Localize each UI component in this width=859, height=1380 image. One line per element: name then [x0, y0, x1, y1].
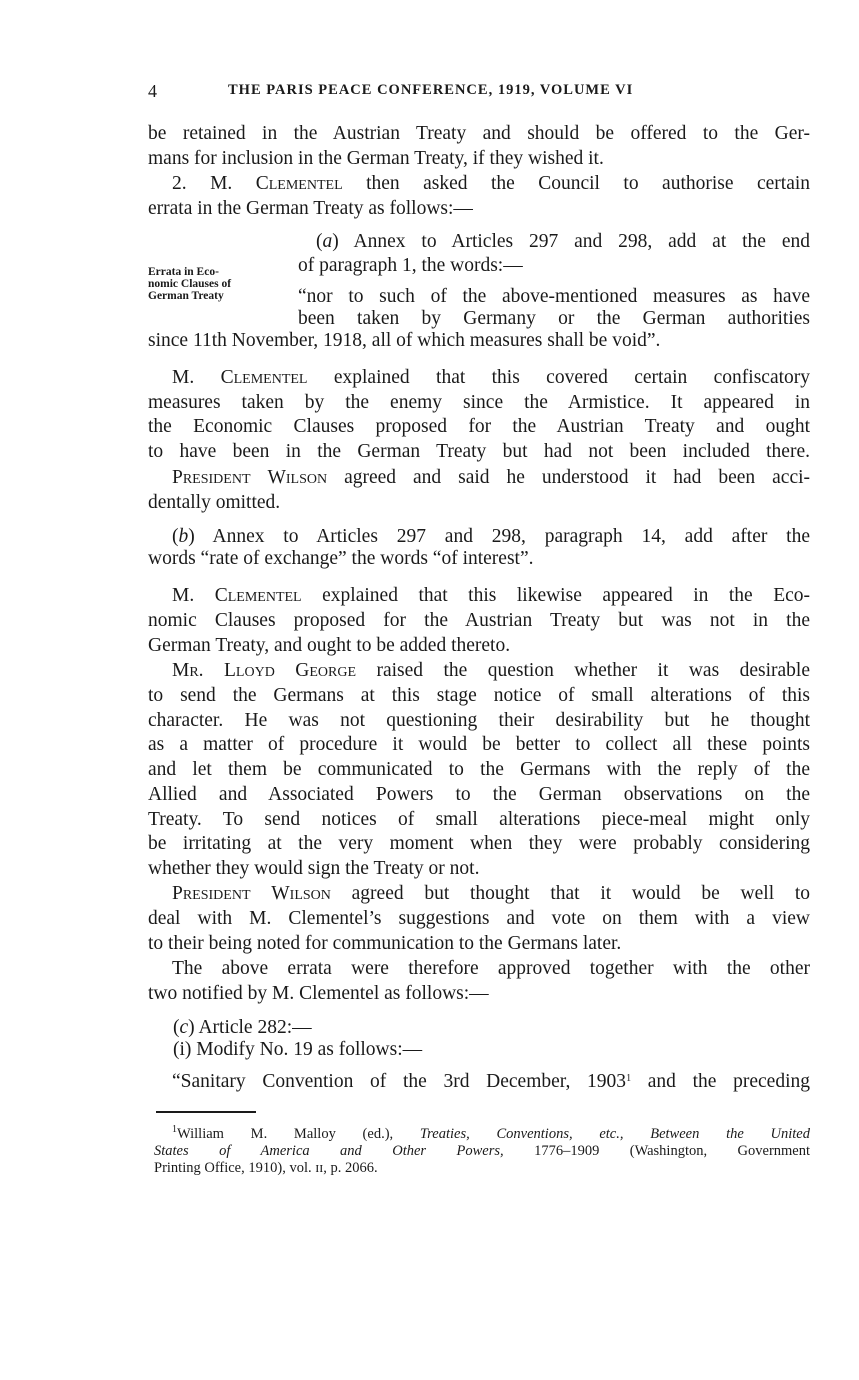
- text-line: [148, 466, 810, 490]
- footnote-line: [154, 1126, 810, 1143]
- text-span: “Sanitary Convention of the 3rd December, 1903: [172, 1071, 627, 1092]
- text-line: and let them be communicated to the Germans with the reply of the: [148, 759, 810, 780]
- footnote-reference[interactable]: 1: [626, 1073, 632, 1084]
- text-span: M.: [172, 585, 195, 606]
- text-span: (: [316, 231, 323, 252]
- text-line: [148, 172, 810, 196]
- running-title: THE PARIS PEACE CONFERENCE, 1919, VOLUME VI: [228, 82, 634, 98]
- marginal-note: [148, 266, 273, 302]
- text-line: be retained in the Austrian Treaty and should be offered to the Ger-: [148, 123, 810, 144]
- marginal-note-line: German Treaty: [148, 290, 224, 302]
- text-span: c: [179, 1017, 189, 1038]
- text-line: mans for inclusion in the German Treaty, if they wished it.: [148, 148, 604, 169]
- text-span: agreed but thought that it would be well to: [351, 883, 811, 904]
- text-span: (: [173, 1017, 180, 1038]
- text-line: the Economic Clauses proposed for the Austrian Treaty and ought: [148, 416, 810, 437]
- text-span: explained that this likewise appeared in the Eco-: [322, 585, 811, 606]
- text-line: to send the Germans at this stage notice of small alterations of this: [148, 685, 810, 706]
- text-line: been taken by Germany or the German authorities: [298, 308, 810, 329]
- text-span: (: [172, 526, 179, 547]
- speaker-name: Mr.: [172, 660, 204, 681]
- speaker-name: Lloyd: [224, 660, 275, 681]
- text-line: Treaty. To send notices of small alterations piece-meal might only: [148, 809, 810, 830]
- text-line: (i) Modify No. 19 as follows:—: [173, 1039, 423, 1060]
- text-line: [148, 366, 810, 390]
- text-line: The above errata were therefore approved together with the other: [172, 958, 810, 979]
- text-span: a: [322, 231, 333, 252]
- text-span: and the preceding: [647, 1071, 811, 1092]
- page-number: 4: [148, 81, 157, 101]
- text-line: of paragraph 1, the words:—: [298, 255, 523, 276]
- speaker-name: George: [295, 660, 357, 681]
- speaker-name: Wilson: [267, 467, 328, 488]
- text-line: as a matter of procedure it would be better to collect all these points: [148, 734, 810, 755]
- text-span: ) Annex to Articles 297 and 298, paragraph 14, add after the: [188, 526, 810, 547]
- marginal-note-line: Errata in Eco-: [148, 266, 219, 278]
- text-line: [316, 230, 810, 254]
- text-line: Allied and Associated Powers to the German observations on the: [148, 784, 810, 805]
- text-line: deal with M. Clementel’s suggestions and vote on them with a view: [148, 908, 810, 929]
- speaker-name: President: [172, 883, 251, 904]
- marginal-note-line: nomic Clauses of: [148, 278, 232, 290]
- text-span: then asked the Council to authorise certain: [366, 173, 811, 194]
- text-line: dentally omitted.: [148, 492, 281, 513]
- speaker-name: Wilson: [271, 883, 331, 904]
- text-line: errata in the German Treaty as follows:—: [148, 198, 473, 219]
- text-span: explained that this covered certain confiscatory: [333, 367, 811, 388]
- speaker-name: Clementel: [255, 173, 343, 194]
- footnote-divider: [156, 1111, 256, 1113]
- text-line: measures taken by the enemy since the Armistice. It appeared in: [148, 392, 810, 413]
- text-line: nomic Clauses proposed for the Austrian Treaty but was not in the: [148, 610, 810, 631]
- text-line: whether they would sign the Treaty or not.: [148, 858, 480, 879]
- text-line: be irritating at the very moment when they were probably considering: [148, 833, 810, 854]
- footnote-line: Printing Office, 1910), vol. ɪɪ, p. 2066.: [154, 1160, 378, 1176]
- text-span: agreed and said he understood it had been acci-: [344, 467, 811, 488]
- text-span: Treaties, Conventions, etc., Between the United: [419, 1126, 810, 1142]
- text-span: 2. M.: [172, 173, 233, 194]
- footnote-marker: 1: [172, 1124, 177, 1135]
- text-line: character. He was not questioning their desirability but he thought: [148, 710, 810, 731]
- text-line: [148, 659, 810, 683]
- text-span: raised the question whether it was desirable: [376, 660, 810, 681]
- text-line: two notified by M. Clementel as follows:—: [148, 983, 489, 1004]
- text-line: since 11th November, 1918, all of which measures shall be void”.: [148, 330, 661, 351]
- text-span: b: [178, 526, 189, 547]
- text-line: [148, 584, 810, 608]
- text-line: [148, 1070, 810, 1094]
- text-line: [148, 525, 810, 549]
- speaker-name: President: [172, 467, 251, 488]
- text-line: [148, 882, 810, 906]
- text-line: [173, 1016, 810, 1040]
- text-span: M.: [172, 367, 195, 388]
- text-span: ) Annex to Articles 297 and 298, add at the end: [332, 231, 810, 252]
- text-span: William M. Malloy (ed.),: [177, 1126, 394, 1142]
- speaker-name: Clementel: [214, 585, 302, 606]
- text-line: to their being noted for communication to the Germans later.: [148, 933, 622, 954]
- speaker-name: Clementel: [220, 367, 308, 388]
- text-line: “nor to such of the above-mentioned measures as have: [298, 286, 810, 307]
- text-line: words “rate of exchange” the words “of interest”.: [148, 548, 534, 569]
- text-line: German Treaty, and ought to be added thereto.: [148, 635, 511, 656]
- text-span: ) Article 282:—: [188, 1017, 312, 1038]
- text-span: States of America and Other Powers,: [154, 1143, 504, 1159]
- footnote-line: [154, 1143, 810, 1160]
- text-line: to have been in the German Treaty but had not been included there.: [148, 441, 810, 462]
- text-span: 1776–1909 (Washington, Government: [534, 1143, 811, 1159]
